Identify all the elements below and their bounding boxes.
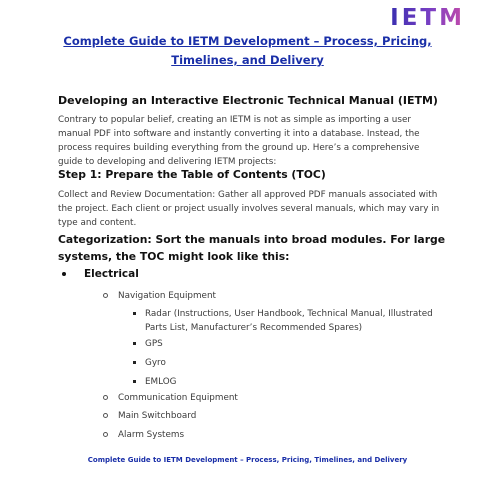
circle-bullet-icon [103, 395, 108, 400]
toc-item-navigation-equipment [103, 291, 216, 301]
toc-item-radar [133, 307, 453, 335]
square-bullet-icon [133, 312, 136, 315]
square-bullet-icon [133, 361, 136, 364]
circle-bullet-icon [103, 293, 108, 298]
toc-item-label: Radar (Instructions, User Handbook, Technical Manual, Illustrated Parts List, Manufacturer’s Recommended Spares) [145, 309, 433, 333]
square-bullet-icon [133, 342, 136, 345]
toc-item-emlog [133, 375, 453, 389]
toc-item-communication-equipment [103, 393, 238, 403]
toc-item-label: EMLOG [145, 377, 177, 387]
circle-bullet-icon [103, 413, 108, 418]
toc-item-electrical [62, 268, 139, 280]
toc-item-gyro [133, 356, 453, 370]
bullet-icon [62, 272, 66, 276]
circle-bullet-icon [103, 432, 108, 437]
title-line-1: Complete Guide to IETM Development – Process, Pricing, [63, 34, 432, 48]
toc-item-label: Navigation Equipment [118, 291, 216, 301]
intro-paragraph: Contrary to popular belief, creating an IETM is not as simple as importing a user manual PDF into software and instantly converting it into a database. Instead, the process requires building everything from the ground up. Here’s a comprehensive guide to developing and delivering IETM projects: [58, 115, 420, 167]
ietm-logo: IETM [390, 5, 465, 31]
toc-item-label: Communication Equipment [118, 393, 238, 403]
section-heading: Developing an Interactive Electronic Technical Manual (IETM) [58, 94, 438, 107]
title-line-2: Timelines, and Delivery [171, 53, 324, 67]
page-footer: Complete Guide to IETM Development – Process, Pricing, Timelines, and Delivery [87, 456, 408, 464]
toc-item-main-switchboard [103, 411, 196, 421]
toc-item-label: Electrical [84, 268, 139, 280]
step1-heading: Step 1: Prepare the Table of Contents (TOC) [58, 168, 326, 181]
toc-item-alarm-systems [103, 430, 184, 440]
toc-item-label: Main Switchboard [118, 411, 197, 421]
toc-item-label: Gyro [145, 358, 166, 368]
toc-item-gps [133, 337, 453, 351]
step1-paragraph: Collect and Review Documentation: Gather all approved PDF manuals associated with the project. Each client or project usually involves several manuals, which may vary in type and content. [58, 190, 440, 228]
toc-item-label: Alarm Systems [118, 430, 185, 440]
page-title[interactable] [40, 32, 455, 70]
categorization-heading: Categorization: Sort the manuals into broad modules. For large systems, the TOC might look like this: [58, 233, 446, 263]
square-bullet-icon [133, 380, 136, 383]
toc-item-label: GPS [145, 339, 163, 349]
